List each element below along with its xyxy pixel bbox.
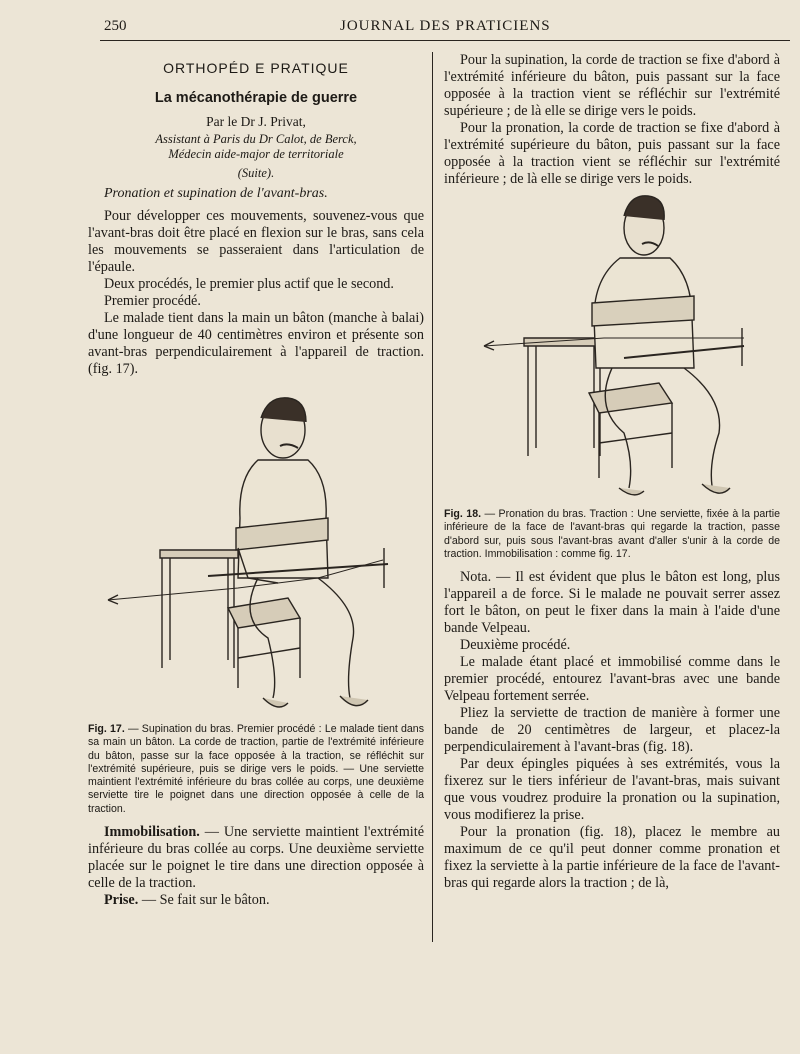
prise-text: — Se fait sur le bâton. [138,892,270,909]
prise-heading: Prise. [104,892,139,909]
paragraph: Pliez la serviette de traction de manière à former une bande de 20 centimètres de largeur, et placez-la perpendiculairement à l'avant-bras (fig. 18). [444,705,780,756]
immobilisation-heading: Immobilisation. [104,824,200,841]
section-heading: ORTHOPÉD E PRATIQUE [163,60,349,76]
header-rule [100,40,790,41]
paragraph: Pour développer ces mouvements, souvenez-vous que l'avant-bras doit être placé en flexion sur le bras, sans cela les mouvements se passeraient dans l'articulation de l'épaule. [88,208,424,275]
paragraph: Premier procédé. [104,293,201,309]
figure-18-caption [444,508,780,561]
paragraph: Le malade tient dans la main un bâton (manche à balai) d'une longueur de 40 centimètres environ et présente son avant-bras perpendiculairement à l'appareil de traction. (fig. 17). [88,310,424,377]
paragraph: Pour la pronation (fig. 18), placez le membre au maximum de ce qu'il peut donner comme pronation et fixez la serviette à la partie inférieure de la face de l'avant-bras qui regarde alors la traction ; de là, [444,824,780,892]
article-title: La mécanothérapie de guerre [154,90,358,106]
author-affiliation-2: Médecin aide-major de territoriale [168,147,344,161]
figure-18-illustration [444,188,780,508]
running-head [100,16,790,38]
column-divider [432,52,433,942]
figure-17-caption-text: — Supination du bras. Premier procédé : Le malade tient dans sa main un bâton. La corde de traction, partie de l'extrémité inférieure du bâton, passe sur la face opposée à la traction, se réfléchit sur l'extrémité supérieure, puis se dirige vers le poids. — Une serviette maintient l'extrémité inférieure du bras collée au corps, une deuxième serviette tire le poignet dans une direction opposée à celle de la traction. [88,723,424,815]
page-number: 250 [104,18,127,34]
left-column [88,52,424,909]
subheading: Pronation et supination de l'avant-bras. [104,186,328,201]
immobilisation-text: — Une serviette maintient l'extrémité inférieure du bras collée au corps. Une deuxième serviette placée sur le poignet le tire dans une direction opposée à celle de la traction. [88,824,424,892]
paragraph: Deux procédés, le premier plus actif que le second. [104,276,394,292]
figure-17-label: Fig. 17. [88,723,125,735]
paragraph: Le malade étant placé et immobilisé comme dans le premier procédé, entourez l'avant-bras avec une bande Velpeau fortement serrée. [444,654,780,705]
paragraph: Pour la supination, la corde de traction se fixe d'abord à l'extrémité inférieure du bâton, puis passant sur la face opposée à la traction vient se réfléchir sur l'extrémité supérieure ; de là elle se dirige vers le poids. [444,52,780,119]
figure-18-caption-text: — Pronation du bras. Traction : Une serviette, fixée à la partie inférieure de la face de l'avant-bras qui regarde la traction, passe d'abord sur, puis sous l'avant-bras avant d'aller s'unir à la corde de traction. Immobilisation : comme fig. 17. [444,508,780,560]
author-affiliation-1: Assistant à Paris du Dr Calot, de Berck, [155,132,357,146]
paragraph: Nota. — Il est évident que plus le bâton est long, plus l'appareil a de force. Si le malade ne pouvait serrer assez fort le bâton, on peut le fixer dans la main à l'aide d'une bande Velpeau. [444,569,780,637]
paragraph: Deuxième procédé. [460,637,571,654]
figure-18-label: Fig. 18. [444,508,482,520]
author-line: Par le Dr J. Privat, [206,114,306,129]
right-column [444,52,780,892]
paragraph: Pour la pronation, la corde de traction se fixe d'abord à l'extrémité supérieure du bâton, puis passant sur la face opposée à la traction vient se réfléchir sur l'extrémité inférieure ; de là elle se dirige vers le poids. [444,120,780,187]
figure-17-illustration [88,378,424,723]
journal-title: JOURNAL DES PRATICIENS [340,18,551,34]
suite-note: (Suite). [237,166,275,180]
paragraph: Par deux épingles piquées à ses extrémités, vous la fixerez sur le tiers inférieur de l'avant-bras, mais suivant que vous voudrez produire la pronation ou la supination, vous modifierez la prise. [444,756,780,824]
figure-17-caption [88,723,424,816]
